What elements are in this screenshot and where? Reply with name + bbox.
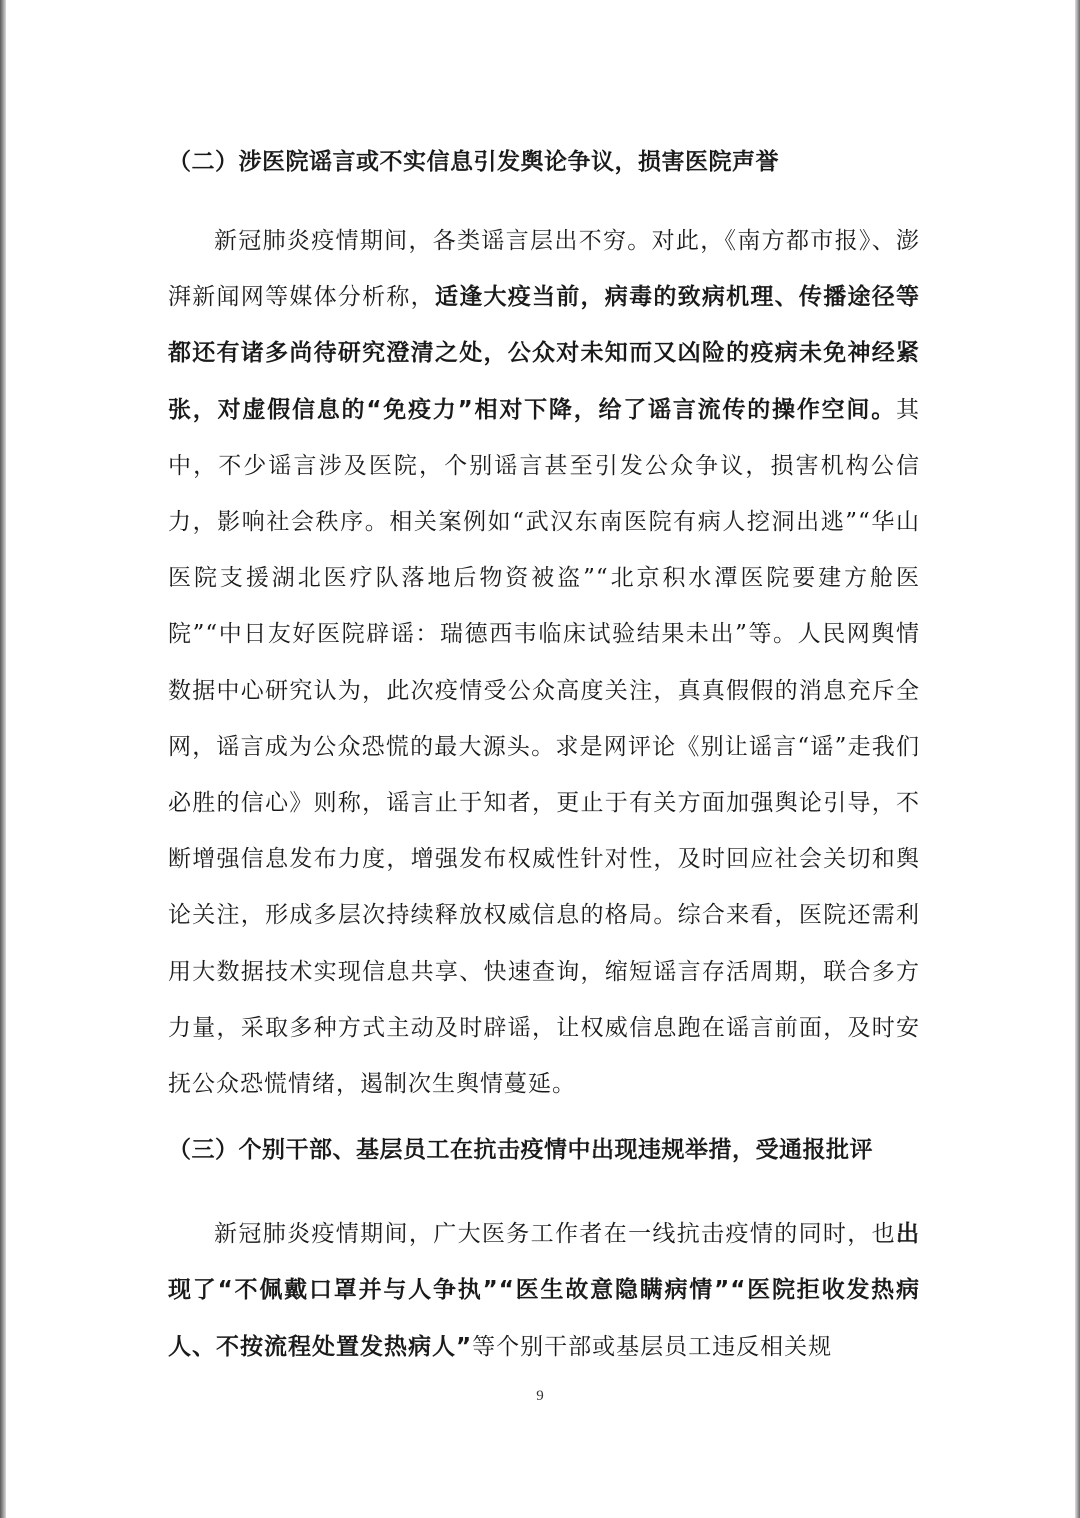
section-heading-2: （二）涉医院谣言或不实信息引发舆论争议，损害医院声誉 (168, 149, 779, 175)
paragraph-bold-text: 适逢大疫当前，病毒的致病机理、传播途径等都还有诸多尚待研究澄清之处，公众对未知而又凶险的疫病未免神经紧张，对虚假信息的“免疫力”相对下降，给了谣言流传的操作空间。 (168, 284, 921, 423)
scan-edge-right (1075, 0, 1080, 1518)
paragraph-text: 新冠肺炎疫情期间，广大医务工作者在一线抗击疫情的同时，也 (214, 1221, 896, 1248)
paragraph-text: 其中，不少谣言涉及医院，个别谣言甚至引发公众争议，损害机构公信力，影响社会秩序。相关案例如“武汉东南医院有病人挖洞出逃”“华山医院支援湖北医疗队落地后物资被盗”“北京积水潭医院要建方舱医院”“中日友好医院辟谣：瑞德西韦临床试验结果未出”等。人民网舆情数据中心研究认为，此次疫情受公众高度关注，真真假假的消息充斥全网，谣言成为公众恐慌的最大源头。求是网评论《别让谣言“谣”走我们必胜的信心》则称，谣言止于知者，更止于有关方面加强舆论引导，不断增强信息发布力度，增强发布权威性针对性，及时回应社会关切和舆论关注，形成多层次持续释放权威信息的格局。综合来看，医院还需利用大数据技术实现信息共享、快速查询，缩短谣言存活周期，联合多方力量，采取多种方式主动及时辟谣，让权威信息跑在谣言前面，及时安抚公众恐慌情绪，遏制次生舆情蔓延。 (168, 396, 920, 1098)
paragraph-rumors (168, 213, 920, 1112)
section-heading-3: （三）个别干部、基层员工在抗击疫情中出现违规举措，受通报批评 (168, 1137, 873, 1164)
scan-edge-left (0, 0, 6, 1518)
document-body (168, 136, 920, 1375)
paragraph-text: 新冠肺炎疫情期间，各类谣言层出不穷。对此，《南方都市报》、澎湃新闻网等媒体分析称， (168, 228, 920, 311)
paragraph-violations (168, 1206, 920, 1375)
page-number: 9 (536, 1388, 544, 1404)
paragraph-bold-text: 出现了“不佩戴口罩并与人争执”“医生故意隐瞒病情”“医院拒收发热病人、不按流程处置发热病人” (168, 1221, 920, 1360)
paragraph-text: 等个别干部或基层员工违反相关规 (472, 1333, 833, 1360)
